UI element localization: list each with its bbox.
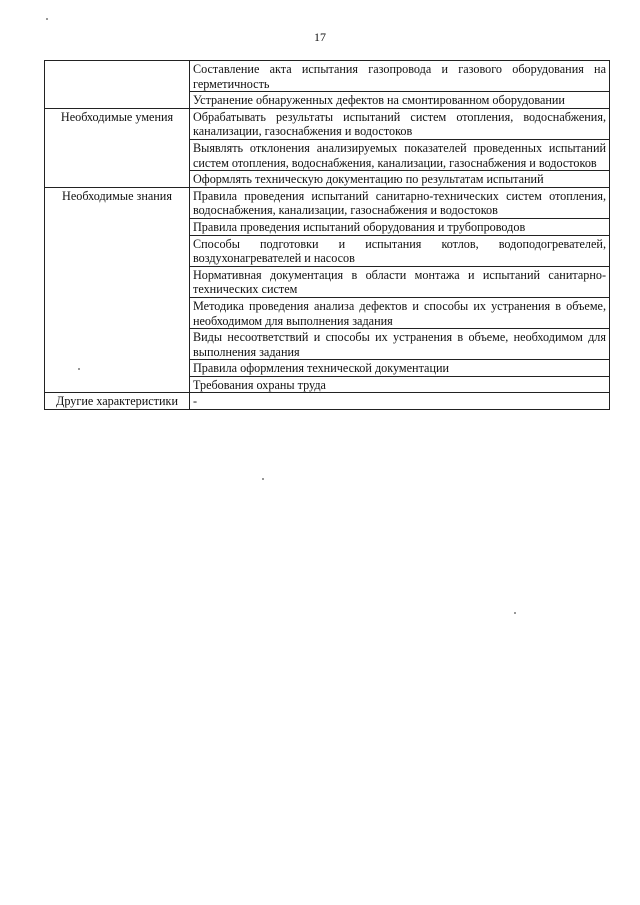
table-cell: Обрабатывать результаты испытаний систем отопления, водоснабжения, канализации, газоснабжения и водостоков bbox=[190, 108, 610, 139]
scan-speck bbox=[78, 368, 80, 370]
table-cell: Требования охраны труда bbox=[190, 376, 610, 393]
table-cell: Оформлять техническую документацию по результатам испытаний bbox=[190, 171, 610, 188]
row-header-cell: Другие характеристики bbox=[45, 393, 190, 410]
scan-speck bbox=[514, 612, 516, 614]
page-number: 17 bbox=[314, 30, 326, 44]
row-header-cell: Необходимые знания bbox=[45, 187, 190, 393]
table-row bbox=[45, 108, 610, 139]
table-row bbox=[45, 393, 610, 410]
table-row bbox=[45, 61, 610, 92]
table-cell: Выявлять отклонения анализируемых показателей проведенных испытаний систем отопления, водоснабжения, канализации, газоснабжения и водостоков bbox=[190, 139, 610, 170]
table-cell: Правила проведения испытаний оборудования и трубопроводов bbox=[190, 218, 610, 235]
table-cell: Правила оформления технической документации bbox=[190, 360, 610, 377]
scan-speck bbox=[262, 478, 264, 480]
scan-speck bbox=[46, 18, 48, 20]
row-header-cell bbox=[45, 61, 190, 109]
table-cell: Устранение обнаруженных дефектов на смонтированном оборудовании bbox=[190, 92, 610, 109]
competency-table bbox=[44, 60, 610, 410]
table-row bbox=[45, 187, 610, 218]
row-header-cell: Необходимые умения bbox=[45, 108, 190, 187]
table-cell: Способы подготовки и испытания котлов, водоподогревателей, воздухонагревателей и насосов bbox=[190, 235, 610, 266]
table-cell: Составление акта испытания газопровода и газового оборудования на герметичность bbox=[190, 61, 610, 92]
table-cell: Методика проведения анализа дефектов и способы их устранения в объеме, необходимом для выполнения задания bbox=[190, 297, 610, 328]
table-cell: Правила проведения испытаний санитарно-технических систем отопления, водоснабжения, канализации, газоснабжения и водостоков bbox=[190, 187, 610, 218]
table-cell: - bbox=[190, 393, 610, 410]
table-cell: Виды несоответствий и способы их устранения в объеме, необходимом для выполнения задания bbox=[190, 329, 610, 360]
table-cell: Нормативная документация в области монтажа и испытаний санитарно-технических систем bbox=[190, 266, 610, 297]
